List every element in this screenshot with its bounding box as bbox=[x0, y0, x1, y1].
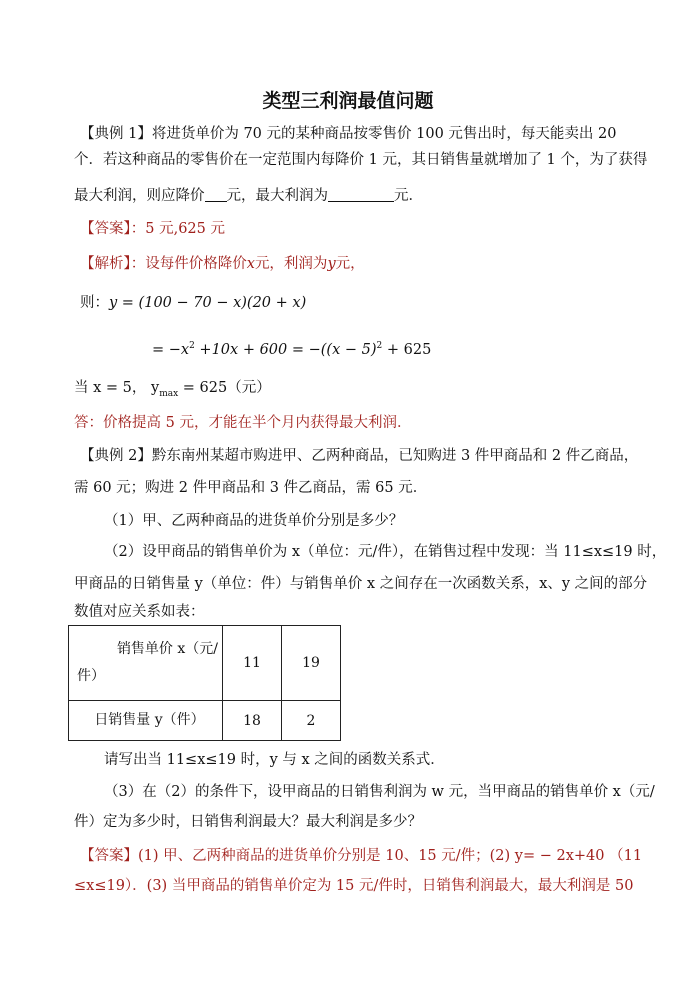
answer-blank-2 bbox=[328, 187, 394, 202]
example2-tag: 【典例 2】 bbox=[80, 448, 152, 464]
example2-answer-line2: ≤x≤19）．(3) 当甲商品的销售单价定为 15 元/件时，日销售利润最大，最大利润是 50 bbox=[74, 878, 634, 894]
question-3-line2: 件）定为多少时，日销售利润最大？最大利润是多少？ bbox=[74, 814, 422, 830]
table-header-volume: 日销售量 y（件） bbox=[69, 701, 223, 741]
question-2-tail: 请写出当 11≤x≤19 时，y 与 x 之间的函数关系式． bbox=[104, 752, 445, 768]
example2-line2: 需 60 元；购进 2 件甲商品和 3 件乙商品，需 65 元． bbox=[74, 480, 428, 496]
table-row bbox=[69, 626, 341, 701]
analysis-tag: 【解析】 bbox=[80, 256, 131, 272]
question-2-line2: 甲商品的日销售量 y（单位：件）与销售单价 x 之间存在一次函数关系，x、y 之间的部分 bbox=[74, 576, 648, 592]
example1-line1: 【典例 1】将进货单价为 70 元的某种商品按零售价 100 元售出时，每天能卖出 20 bbox=[80, 126, 617, 142]
example2-line1: 【典例 2】黔东南州某超市购进甲、乙两种商品，已知购进 3 件甲商品和 2 件乙商品， bbox=[80, 448, 639, 464]
answer-tag: 【答案】 bbox=[80, 848, 138, 864]
example2-answer-line1: 【答案】(1) 甲、乙两种商品的进货单价分别是 10、15 元/件；(2) y= − 2x+40 （11 bbox=[80, 848, 643, 864]
example1-line3: 最大利润，则应降价 元，最大利润为 元． bbox=[74, 188, 423, 204]
question-1: （1）甲、乙两种商品的进货单价分别是多少？ bbox=[104, 513, 404, 529]
table-row bbox=[69, 701, 341, 741]
question-3-line1: （3）在（2）的条件下，设甲商品的日销售利润为 w 元，当甲商品的销售单价 x（元/ bbox=[104, 784, 655, 800]
table-cell: 11 bbox=[223, 626, 282, 701]
example1-tag: 【典例 1】 bbox=[80, 126, 152, 142]
equation-3: 当 x = 5， $y_{max} = 625$（元） bbox=[74, 380, 271, 399]
page-title: 类型三利润最值问题 bbox=[262, 90, 434, 112]
example1-final-answer: 答：价格提高 5 元，才能在半个月内获得最大利润． bbox=[74, 415, 412, 431]
question-2-line3: 数值对应关系如表： bbox=[74, 604, 205, 620]
table-cell: 2 bbox=[282, 701, 341, 741]
answer-blank-1 bbox=[205, 187, 227, 202]
table-cell: 18 bbox=[223, 701, 282, 741]
equation-2: = $-x^2 +10x + 600 = -((x - 5)^2 + 625$ bbox=[152, 341, 432, 358]
value-table bbox=[68, 625, 341, 741]
example1-answer: 【答案】：5 元,625 元 bbox=[80, 221, 225, 237]
example1-line2: 个．若这种商品的零售价在一定范围内每降价 1 元，其日销售量就增加了 1 个，为了获得 bbox=[74, 152, 648, 168]
answer-tag: 【答案】 bbox=[80, 221, 131, 237]
table-header-price: 销售单价 x（元/ 件） bbox=[69, 626, 223, 701]
table-cell: 19 bbox=[282, 626, 341, 701]
example1-analysis: 【解析】：设每件价格降价x元，利润为y元， bbox=[80, 256, 365, 272]
question-2-line1: （2）设甲商品的销售单价为 x（单位：元/件），在销售过程中发现：当 11≤x≤19 时， bbox=[104, 544, 667, 560]
equation-1: 则：y = (100 − 70 − x)(20 + x) bbox=[80, 295, 307, 311]
